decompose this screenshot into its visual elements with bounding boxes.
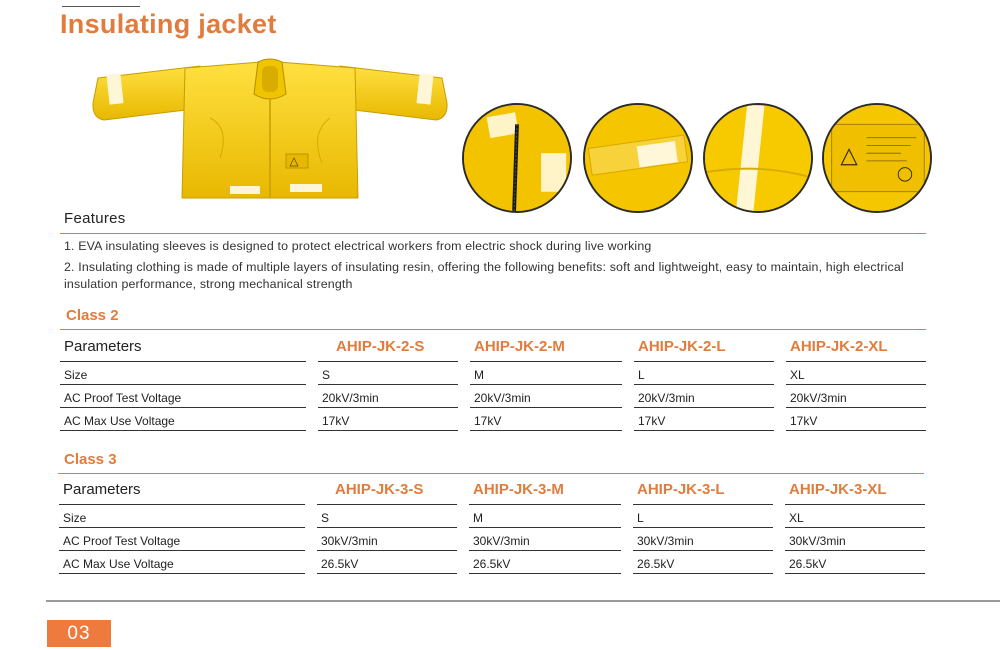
row-label: AC Max Use Voltage (59, 550, 305, 573)
cell-value: M (469, 504, 621, 527)
parameters-header: Parameters (60, 333, 306, 361)
jacket-image (90, 58, 450, 218)
cell-value: 20kV/3min (786, 384, 926, 407)
row-label: AC Proof Test Voltage (59, 527, 305, 550)
cell-value: 26.5kV (317, 550, 457, 573)
cell-value: 30kV/3min (785, 527, 925, 550)
cell-value: 26.5kV (785, 550, 925, 573)
table-row (59, 550, 925, 573)
table-row (59, 527, 925, 550)
title-overline (62, 6, 140, 7)
class-3-title: Class 3 (64, 451, 117, 468)
cell-value: 17kV (786, 407, 926, 430)
table-header-row (60, 333, 926, 361)
row-label: AC Max Use Voltage (60, 407, 306, 430)
zipper-detail-image (462, 103, 572, 213)
cell-value: L (634, 361, 774, 384)
feature-item: 1. EVA insulating sleeves is designed to protect electrical workers from electric shock during live working (64, 239, 652, 253)
cell-value: 30kV/3min (469, 527, 621, 550)
cell-value: 17kV (318, 407, 458, 430)
class-2-title: Class 2 (66, 307, 119, 324)
cell-value: 30kV/3min (633, 527, 773, 550)
cell-value: XL (786, 361, 926, 384)
row-label: Size (60, 361, 306, 384)
label-tag-detail-image (822, 103, 932, 213)
cell-value: 20kV/3min (470, 384, 622, 407)
row-label: AC Proof Test Voltage (60, 384, 306, 407)
row-label: Size (59, 504, 305, 527)
cell-value: M (470, 361, 622, 384)
model-header: AHIP-JK-2-L (634, 333, 774, 361)
model-header: AHIP-JK-2-XL (786, 333, 926, 361)
cell-value: 20kV/3min (634, 384, 774, 407)
model-header: AHIP-JK-2-S (318, 333, 458, 361)
feature-item: 2. Insulating clothing is made of multiple layers of insulating resin, offering the following benefits: soft and lightweight, easy to maintain, high electrical insulation performance, strong mechanical strength (64, 260, 904, 291)
cell-value: S (317, 504, 457, 527)
cell-value: S (318, 361, 458, 384)
sleeve-cuff-detail-image (703, 103, 813, 213)
cell-value: 26.5kV (633, 550, 773, 573)
table-row (60, 407, 926, 430)
cell-value: 20kV/3min (318, 384, 458, 407)
table-header-row (59, 476, 925, 504)
cell-value: L (633, 504, 773, 527)
features-heading: Features (64, 210, 126, 227)
model-header: AHIP-JK-2-M (470, 333, 622, 361)
footer-divider (46, 600, 1000, 602)
parameters-header: Parameters (59, 476, 305, 504)
cell-value: 17kV (470, 407, 622, 430)
table-row (59, 504, 925, 527)
class-2-divider (60, 329, 926, 330)
class-2-spec-table (60, 333, 926, 431)
velcro-strap-detail-image (583, 103, 693, 213)
model-header: AHIP-JK-3-XL (785, 476, 925, 504)
model-header: AHIP-JK-3-S (317, 476, 457, 504)
cell-value: 26.5kV (469, 550, 621, 573)
cell-value: 30kV/3min (317, 527, 457, 550)
class-3-divider (58, 473, 924, 474)
page-number-badge: 03 (47, 620, 111, 647)
cell-value: XL (785, 504, 925, 527)
table-row (60, 384, 926, 407)
features-divider (60, 233, 926, 234)
class-3-spec-table (59, 476, 925, 574)
cell-value: 17kV (634, 407, 774, 430)
model-header: AHIP-JK-3-M (469, 476, 621, 504)
model-header: AHIP-JK-3-L (633, 476, 773, 504)
table-row (60, 361, 926, 384)
page-title: Insulating jacket (60, 9, 277, 39)
